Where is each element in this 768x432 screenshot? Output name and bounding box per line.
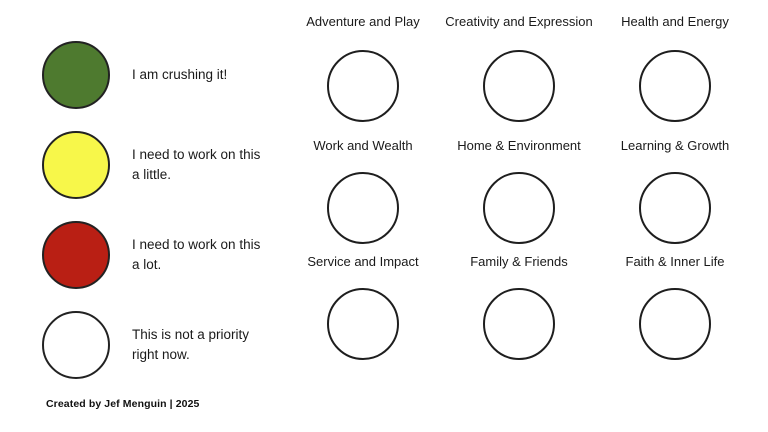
category-circle[interactable] (639, 50, 711, 122)
legend-swatch-green[interactable] (42, 41, 110, 109)
grid-row (285, 138, 755, 244)
category-creativity-and-expression[interactable] (441, 14, 597, 122)
legend-item-green[interactable] (30, 30, 280, 120)
credit-line: Created by Jef Menguin | 2025 (46, 398, 200, 410)
category-circle[interactable] (639, 288, 711, 360)
legend-label-red: I need to work on this a lot. (132, 237, 261, 272)
legend-item-red[interactable] (30, 210, 280, 300)
category-label: Learning & Growth (620, 138, 730, 153)
category-label: Home & Environment (457, 138, 581, 153)
category-label: Faith & Inner Life (625, 254, 725, 269)
legend-swatch-red[interactable] (42, 221, 110, 289)
category-health-and-energy[interactable] (597, 14, 753, 122)
category-circle[interactable] (327, 288, 399, 360)
legend-item-white[interactable] (30, 300, 280, 390)
category-learning-and-growth[interactable] (597, 138, 753, 244)
grid-row (285, 14, 755, 122)
legend (30, 30, 280, 390)
category-circle[interactable] (483, 50, 555, 122)
legend-label-white: This is not a priority right now. (132, 327, 250, 362)
category-circle[interactable] (327, 50, 399, 122)
category-circle[interactable] (639, 172, 711, 244)
category-work-and-wealth[interactable] (285, 138, 441, 244)
category-label: Creativity and Expression (445, 14, 593, 29)
category-label: Family & Friends (470, 254, 568, 269)
category-family-and-friends[interactable] (441, 254, 597, 360)
category-faith-and-inner-life[interactable] (597, 254, 753, 360)
category-home-and-environment[interactable] (441, 138, 597, 244)
grid-row (285, 254, 755, 360)
category-label: Adventure and Play (306, 14, 420, 29)
category-label: Health and Energy (621, 14, 729, 29)
legend-swatch-yellow[interactable] (42, 131, 110, 199)
category-service-and-impact[interactable] (285, 254, 441, 360)
category-circle[interactable] (327, 172, 399, 244)
legend-item-yellow[interactable] (30, 120, 280, 210)
legend-label-green: I am crushing it! (132, 67, 228, 83)
category-circle[interactable] (483, 288, 555, 360)
life-wheel-grid (285, 14, 755, 360)
category-label: Work and Wealth (313, 138, 413, 153)
category-circle[interactable] (483, 172, 555, 244)
legend-label-yellow: I need to work on this a little. (132, 147, 261, 182)
legend-swatch-white[interactable] (42, 311, 110, 379)
category-adventure-and-play[interactable] (285, 14, 441, 122)
category-label: Service and Impact (307, 254, 419, 269)
